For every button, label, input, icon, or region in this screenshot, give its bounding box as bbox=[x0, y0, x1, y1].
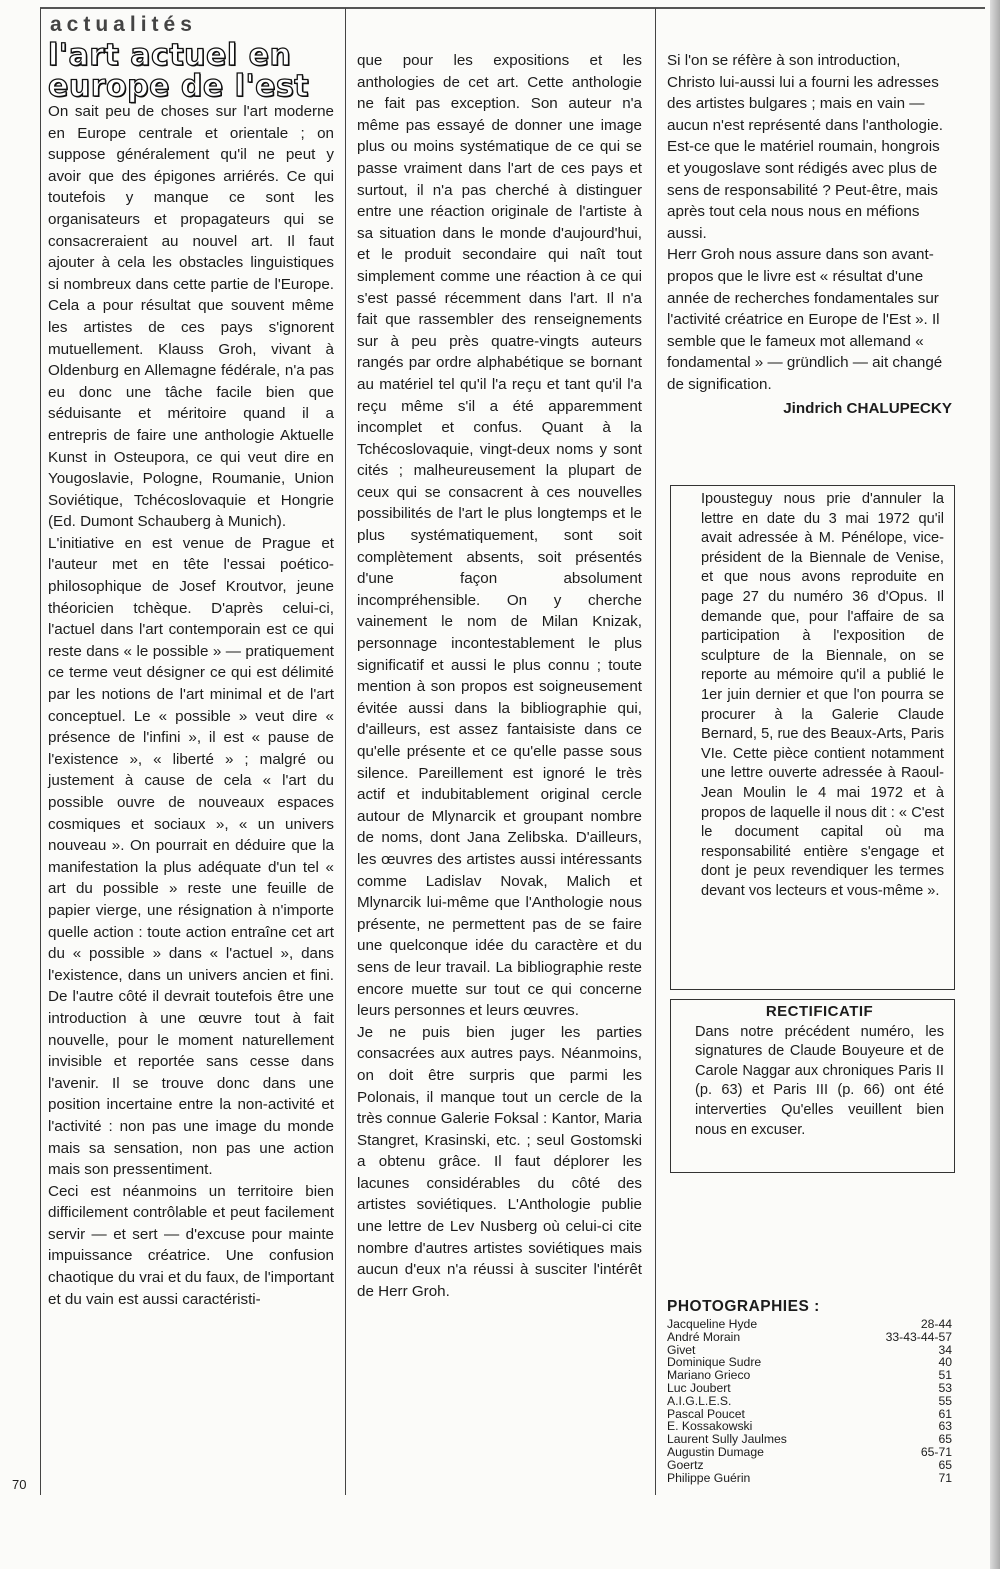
credit-pages: 63 bbox=[938, 1419, 952, 1434]
paragraph: L'initiative en est venue de Prague et l'auteur met en tête l'essai poético-philosophique de Josef Kroutvor, jeune théoricien tchèque. D'après celui-ci, l'actuel dans l'art contemporain est ce qui reste dans « le possible » — pratiquement ce terme veut désigner ce qui est délimité par les notions de l'art minimal et de l'art conceptuel. Le « possible » veut dire « présence de l'infini », il est « pause de l'existence », « liberté » ; malgré ou justement à cause de cela « l'art du possible ouvre de nouveaux espaces cosmiques et sociaux », « un univers nouveau ». On pourrait en déduire que la manifestation la plus adéquate d'un tel « art du possible » reste une feuille de papier vierge, une résignation à n'importe quelle action : toute action entraîne cet art du « possible » dans « l'actuel », dans l'existence, dans un univers ancien et fini. De l'autre côté il devrait toutefois être une introduction à une œuvre tout à fait nouvelle, pour le moment naturellement invisible et reportée sans cesse dans l'avenir. Il se trouve donc dans une position incertaine entre la non-activité et l'activité : non pas une image du monde mais sa sensation, non pas une action mais son pressentiment. bbox=[48, 534, 334, 1179]
credit-pages: 55 bbox=[938, 1393, 952, 1408]
credit-name: Pascal Poucet bbox=[667, 1406, 745, 1421]
credit-name: A.I.G.L.E.S. bbox=[667, 1393, 732, 1408]
rectificatif-box bbox=[670, 999, 955, 1173]
credit-name: Luc Joubert bbox=[667, 1380, 731, 1395]
paragraph: Je ne puis bien juger les parties consacrées aux autres pays. Néanmoins, on doit être surpris que parmi les Polonais, il manque tout un cercle de la très connue Galerie Foksal : Kantor, Maria Stangret, Krasinski, etc. ; seul Gostomski a obtenu grâce. Il faut déplorer les lacunes considérables du côté des artistes soviétiques. L'Anthologie publie une lettre de Lev Nusberg où celui-ci cite nombre d'autres artistes soviétiques mais aucun d'eux n'a réussi à susciter l'intérêt de Herr Groh. bbox=[357, 1023, 642, 1300]
column-rule-left bbox=[40, 8, 41, 1495]
notice-text: Ipousteguy nous prie d'annuler la lettre en date du 3 mai 1972 qu'il avait adressée à M. Pénélope, vice-président de la Biennale de Venise, et que nous avons reproduite en page 27 du numéro 36 d'Opus. Il demande que, pour l'affaire de sa participation à l'exposition de sculpture de la Biennale, on se reporte au mémoire qu'il a publié le 1er juin dernier et que l'on pourra se procurer à la Galerie Claude Bernard, 5, rue des Beaux-Arts, Paris VIe. Cette pièce contient notamment une lettre ouverte adressée à Raoul-Jean Moulin le 4 mai 1972 et à propos de laquelle il nous dit : « C'est le document capital où ma responsabilité entière s'engage et dont je peux revendiquer les termes devant vos lecteurs et vous-même ». bbox=[701, 491, 944, 899]
page-number: 70 bbox=[12, 1477, 27, 1492]
credit-pages: 61 bbox=[938, 1406, 952, 1421]
rectificatif-title: RECTIFICATIF bbox=[765, 1003, 874, 1020]
author-signature: Jindrich CHALUPECKY bbox=[783, 399, 952, 417]
article-headline: l'art actuel en europe de l'est bbox=[48, 38, 310, 104]
paragraph: Ceci est néanmoins un territoire bien difficilement contrôlable et peut facilement servir — et sert — d'excuse pour mainte impuissance créatrice. Une confusion chaotique du vrai et du faux, de l'important et du vain est aussi caractéristi- bbox=[48, 1182, 334, 1308]
credit-name: Givet bbox=[667, 1342, 696, 1357]
credit-row bbox=[667, 1331, 952, 1344]
credit-name: Dominique Sudre bbox=[667, 1355, 762, 1370]
paragraph: On sait peu de choses sur l'art moderne en Europe centrale et orientale ; on suppose généralement qu'il ne peut y avoir que des épigones arriérés. Ce qui toutefois y manque ce sont les organisateurs et propagateurs qui se consacreraient au nouvel art. Il faut ajouter à cela les obstacles linguistiques si nombreux dans cette partie de l'Europe. Cela a pour résultat que souvent même les artistes de ces pays s'ignorent mutuellement. Klauss Groh, vivant à Oldenburg en Allemagne fédérale, n'a pas eu donc une tâche facile bien que séduisante et méritoire quand il a entrepris de faire une anthologie Aktuelle Kunst in Osteupora, ce qui veut dire en Yougoslavie, Pologne, Roumanie, Union Soviétique, Tchécoslovaquie et Hongrie (Ed. Dumont Schauberg à Munich). bbox=[48, 103, 334, 531]
credit-row bbox=[667, 1318, 952, 1331]
credit-pages: 28-44 bbox=[920, 1317, 952, 1331]
credit-name: Laurent Sully Jaulmes bbox=[667, 1432, 787, 1447]
section-label: actualités bbox=[50, 13, 197, 36]
credit-pages: 33-43-44-57 bbox=[885, 1329, 952, 1344]
credit-row bbox=[667, 1472, 952, 1485]
credit-row bbox=[667, 1395, 952, 1408]
top-rule bbox=[40, 7, 985, 9]
credit-name: Augustin Dumage bbox=[667, 1444, 764, 1459]
credit-name: Goertz bbox=[667, 1457, 704, 1472]
page-edge bbox=[990, 0, 1000, 1569]
credit-row bbox=[667, 1459, 952, 1472]
paragraph: Si l'on se réfère à son introduction, Christo lui-aussi lui a fourni les adresses des artistes bulgares ; mais en vain — aucun n'est représenté dans l'anthologie. Est-ce que le matériel roumain, hongrois et yougoslave sont rédigés avec plus de sens de responsabilité ? Peut-être, mais après tout cela nous nous en méfions aussi. bbox=[667, 52, 943, 242]
ipousteguy-notice-box bbox=[670, 485, 955, 990]
credit-name: André Morain bbox=[667, 1329, 741, 1344]
credit-pages: 71 bbox=[938, 1470, 952, 1485]
credit-pages: 65 bbox=[938, 1457, 952, 1472]
credit-name: Mariano Grieco bbox=[667, 1368, 751, 1383]
photo-credits bbox=[667, 1298, 952, 1484]
rectificatif-text: Dans notre précédent numéro, les signatures de Claude Bouyeure et de Carole Naggar aux chroniques Paris II (p. 63) et Paris III (p. 66) ont été interverties Qu'elles veuillent bien nous en excuser. bbox=[695, 1023, 944, 1138]
credit-pages: 65-71 bbox=[920, 1444, 952, 1459]
article-column-3 bbox=[667, 50, 952, 419]
credit-pages: 53 bbox=[938, 1380, 952, 1395]
credit-name: Philippe Guérin bbox=[667, 1470, 751, 1485]
credit-pages: 65 bbox=[938, 1432, 952, 1447]
credit-pages: 34 bbox=[938, 1342, 952, 1357]
credit-name: E. Kossakowski bbox=[667, 1419, 753, 1434]
credit-row bbox=[667, 1382, 952, 1395]
article-column-1 bbox=[48, 101, 334, 1310]
article-column-2 bbox=[357, 50, 642, 1302]
credit-pages: 51 bbox=[938, 1368, 952, 1383]
paragraph: que pour les expositions et les anthologies de cet art. Cette anthologie ne fait pas exception. Son auteur n'a même pas essayé de donner une image plus ou moins systématique de ce qui se passe vraiment dans l'art de ces pays et surtout, il n'a pas cherché à distinguer entre une réaction originale de l'artiste à sa situation dans le monde d'aujourd'hui, et le produit secondaire qui naît tout simplement comme une réaction à ce qui s'est passé récemment dans l'art. Il n'a fait que rassembler des renseignements sur à peu près quatre-vingts auteurs rangés par ordre alphabétique se bornant au matériel tel qu'il l'a reçu et tant qu'il l'a reçu même s'il a été apparemment incomplet et confus. Quant à la Tchécoslovaquie, vingt-deux noms y sont cités ; malheureusement la plupart de ceux qui se consacrent à ces nouvelles possibilités de l'art le plus longtemps et le plus systématiquement, sont soit complètement absents, soit présentés d'une façon absolument incompréhensible. On y cherche vainement le nom de Milan Knizak, personnage incontestablement le plus significatif et aussi le plus connu ; toute mention à son propos est soigneusement évitée aussi dans la bibliographie qui, d'ailleurs, est assez fantaisiste dans ce qu'elle présente et ce qu'elle passe sous silence. Pareillement est ignoré le très actif et indubitablement original cercle autour de Mlynarcik et groupant nombre de noms, dont Jana Zelibska. D'ailleurs, les œuvres des artistes aussi intéressants comme Ladislav Novak, Malich et Mlynarcik lui-même que l'Anthologie nous présente, ne permettent pas de se faire une quelconque idée du caractère et du sens de leur travail. La bibliographie reste encore muette sur tout ce qui concerne leurs personnes et leurs œuvres. bbox=[357, 52, 642, 1020]
column-rule-2 bbox=[655, 8, 656, 1495]
paragraph: Herr Groh nous assure dans son avant-propos que le livre est « résultat d'une année de recherches fondamentales sur l'activité créatrice en Europe de l'Est ». Il semble que le fameux mot allemand « fondamental » — gründlich — ait changé de signification. bbox=[667, 246, 943, 393]
photo-credits-title: PHOTOGRAPHIES : bbox=[667, 1298, 820, 1315]
column-rule-1 bbox=[345, 8, 346, 1495]
credit-pages: 40 bbox=[938, 1355, 952, 1370]
credit-row bbox=[667, 1446, 952, 1459]
credit-name: Jacqueline Hyde bbox=[667, 1317, 758, 1331]
